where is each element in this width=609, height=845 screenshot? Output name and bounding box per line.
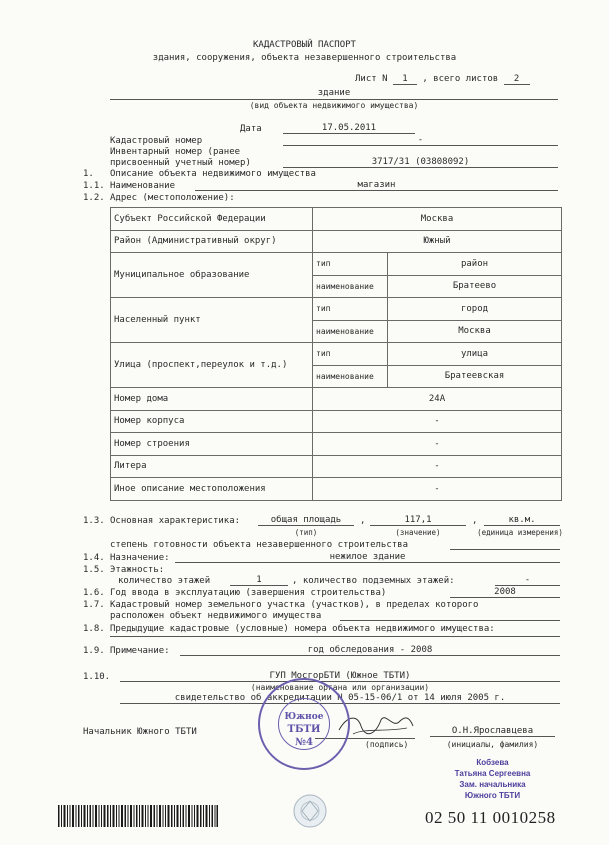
s15-label: Этажность: (110, 565, 165, 575)
table-row (111, 478, 562, 501)
stamp-line-3: №4 (295, 737, 313, 748)
passport-subtitle: здания, сооружения, объекта незавершенного строительства (152, 53, 457, 63)
inventory-value: 3717/31 (03808092) (283, 157, 558, 168)
other-value: - (313, 478, 562, 501)
korpus-value: - (313, 410, 562, 433)
signer-position: Начальник Южного ТБТИ (83, 727, 197, 737)
locality-type-label: тип (313, 298, 388, 321)
violet-stamp-line-3: Зам. начальника (459, 780, 526, 789)
s18-line (110, 636, 560, 637)
s15-num: 1.5. (83, 565, 105, 575)
s14-label: Назначение: (110, 553, 170, 563)
municipal-label: Муниципальное образование (111, 253, 313, 298)
municipal-name-label: наименование (313, 275, 388, 298)
date-label: Дата (240, 124, 262, 134)
s110-num: 1.10. (83, 672, 111, 682)
s17-label-1: Кадастровый номер земельного участка (участков), в пределах которого (110, 600, 479, 610)
s19-value: год обследования - 2008 (180, 645, 560, 656)
municipal-type-label: тип (313, 253, 388, 276)
floors-label: количество этажей (118, 576, 211, 586)
table-row (111, 230, 562, 253)
s14-value: нежилое здание (175, 552, 560, 563)
s17-value (340, 610, 560, 621)
sheet-info (355, 74, 530, 85)
char-unit: кв.м. (484, 515, 560, 526)
s17-num: 1.7. (83, 600, 105, 610)
s11-label: Наименование (110, 181, 176, 191)
s11-num: 1.1. (83, 181, 105, 191)
floors-value: 1 (230, 575, 288, 586)
document-number: 02 50 11 0010258 (425, 808, 556, 827)
violet-stamp-line-4: Южного ТБТИ (464, 791, 521, 800)
street-type: улица (388, 343, 562, 366)
char-value: 117,1 (370, 515, 466, 526)
s18-num: 1.8. (83, 624, 105, 634)
s18-label: Предыдущие кадастровые (условные) номера объекта недвижимого имущества: (110, 624, 495, 634)
municipal-name: Братеево (388, 275, 562, 298)
house-value: 24А (313, 388, 562, 411)
litera-value: - (313, 455, 562, 478)
district-value: Южный (313, 230, 562, 253)
table-row (111, 433, 562, 456)
cap-type: (тип) (294, 528, 318, 537)
table-row (111, 388, 562, 411)
cap-value: (значение) (395, 528, 441, 537)
address-table (110, 207, 562, 501)
table-row (111, 298, 562, 321)
street-name-label: наименование (313, 365, 388, 388)
inventory-label-2: присвоенный учетный номер) (110, 158, 251, 168)
sheets-total-label: , всего листов (422, 74, 499, 84)
org-name: ГУП МосгорБТИ (Южное ТБТИ) (120, 671, 560, 682)
s16-value: 2008 (450, 587, 560, 598)
signature-caption: (подпись) (365, 740, 409, 749)
street-label: Улица (проспект,переулок и т.д.) (111, 343, 313, 388)
inventory-label-1: Инвентарный номер (ранее (110, 147, 241, 157)
municipal-type: район (388, 253, 562, 276)
object-type-line (110, 99, 558, 100)
s16-num: 1.6. (83, 588, 105, 598)
violet-stamp-line-1: Кобзева (476, 758, 509, 767)
org-caption: (наименование органа или организации) (250, 683, 430, 692)
underground-value: - (495, 575, 560, 586)
barcode (58, 805, 218, 827)
underground-label: , количество подземных этажей: (292, 576, 455, 586)
cap-unit: (единица измерения) (477, 528, 563, 537)
s19-label: Примечание: (110, 646, 170, 656)
building-value: - (313, 433, 562, 456)
locality-name: Москва (388, 320, 562, 343)
cert-text: свидетельство об аккредитации N 05-15-06/1 от 14 июля 2005 г. (120, 693, 560, 704)
s12-num: 1.2. (83, 193, 105, 203)
street-type-label: тип (313, 343, 388, 366)
sheets-total: 2 (504, 74, 530, 85)
s11-value: магазин (195, 180, 558, 191)
stamp-line-1: Южное (284, 712, 324, 722)
other-label: Иное описание местоположения (111, 478, 313, 501)
char-type: общая площадь (258, 515, 354, 526)
table-row (111, 208, 562, 231)
s1-num: 1. (83, 169, 94, 179)
readiness-label: степень готовности объекта незавершенного строительства (110, 540, 409, 550)
locality-label: Населенный пункт (111, 298, 313, 343)
subject-value: Москва (313, 208, 562, 231)
signer-name-caption: (инициалы, фамилия) (446, 740, 539, 749)
violet-stamp-line-2: Татьяна Сергеевна (454, 769, 531, 778)
sheet-label: Лист N (355, 74, 388, 84)
litera-label: Литера (111, 455, 313, 478)
locality-type: город (388, 298, 562, 321)
signer-name: О.Н.Ярославцева (430, 726, 555, 737)
street-name: Братеевская (388, 365, 562, 388)
s19-num: 1.9. (83, 646, 105, 656)
readiness-value (450, 539, 560, 550)
korpus-label: Номер корпуса (111, 410, 313, 433)
date-value: 17.05.2011 (283, 123, 415, 134)
s12-label: Адрес (местоположение): (110, 193, 235, 203)
subject-label: Субъект Российской Федерации (111, 208, 313, 231)
house-label: Номер дома (111, 388, 313, 411)
s14-num: 1.4. (83, 553, 105, 563)
table-row (111, 455, 562, 478)
s13-label: Основная характеристика: (110, 516, 241, 526)
cadastral-value: - (283, 135, 558, 146)
table-row (111, 343, 562, 366)
s17-label-2: расположен объект недвижимого имущества (110, 611, 322, 621)
s16-label: Год ввода в эксплуатацию (завершения строительства) (110, 588, 387, 598)
object-type: здание (317, 88, 351, 98)
hologram-emblem (292, 793, 328, 829)
cadastral-label: Кадастровый номер (110, 136, 203, 146)
building-label: Номер строения (111, 433, 313, 456)
s1-label: Описание объекта недвижимого имущества (110, 169, 316, 179)
stamp-line-2: ТБТИ (287, 724, 321, 735)
locality-name-label: наименование (313, 320, 388, 343)
sheet-number: 1 (393, 74, 417, 85)
s13-num: 1.3. (83, 516, 105, 526)
table-row (111, 410, 562, 433)
district-label: Район (Административный округ) (111, 230, 313, 253)
object-type-caption: (вид объекта недвижимого имущества) (249, 101, 419, 110)
table-row (111, 253, 562, 276)
passport-title: КАДАСТРОВЫЙ ПАСПОРТ (253, 40, 356, 50)
